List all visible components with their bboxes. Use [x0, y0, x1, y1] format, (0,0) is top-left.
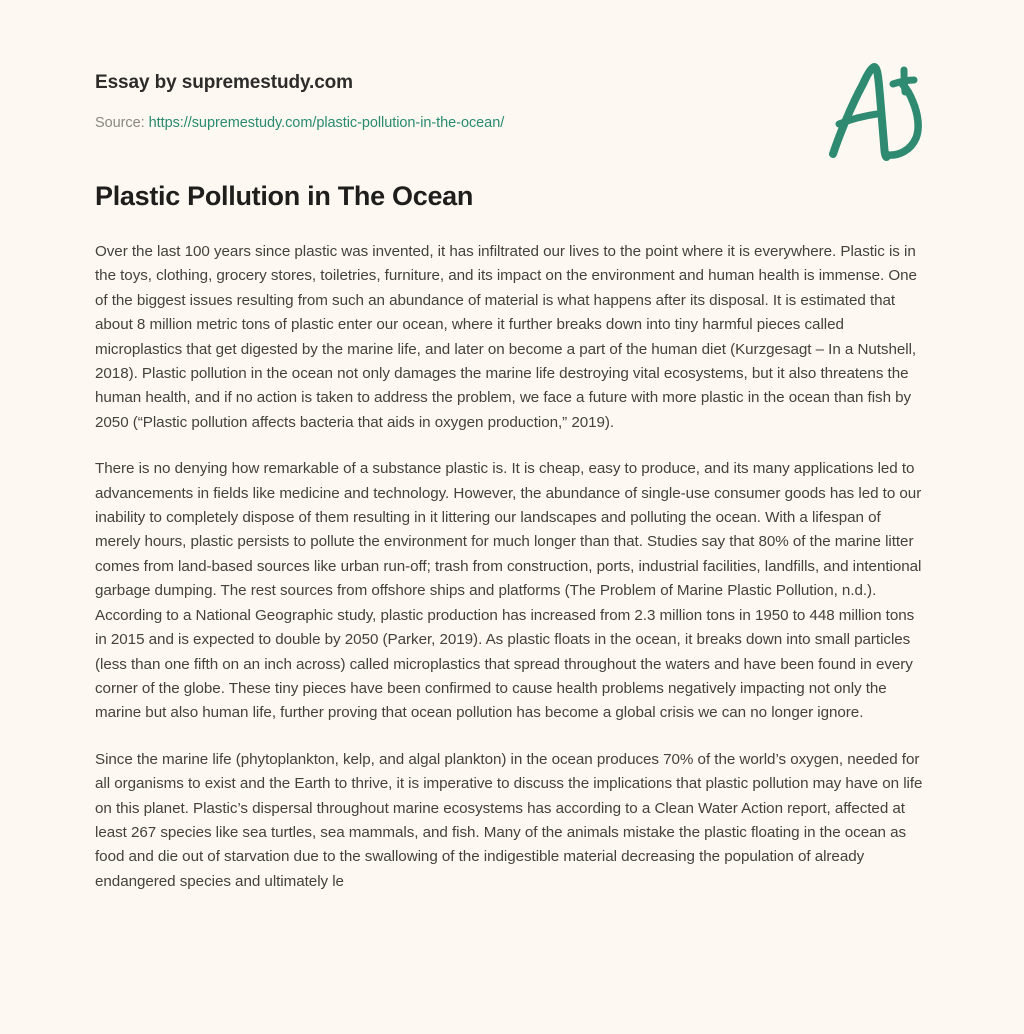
paragraph: There is no denying how remarkable of a substance plastic is. It is cheap, easy to produce, and its many applications led to advancements in fields like medicine and technology. However, the abundance of single-use consumer goods has led to our inability to completely dispose of them resulting in it littering our landscapes and polluting the ocean. With a lifespan of merely hours, plastic persists to pollute the environment for much longer than that. Studies say that 80% of the marine litter comes from land-based sources like urban run-off; trash from construction, ports, industrial facilities, landfills, and intentional garbage dumping. The rest sources from offshore ships and platforms (The Problem of Marine Plastic Pollution, n.d.). According to a National Geographic study, plastic production has increased from 2.3 million tons in 1950 to 448 million tons in 2015 and is expected to double by 2050 (Parker, 2019). As plastic floats in the ocean, it breaks down into small particles (less than one fifth on an inch across) called microplastics that spread throughout the waters and have been found in every corner of the globe. These tiny pieces have been confirmed to cause health problems negatively impacting not only the marine but also human life, further proving that ocean pollution has become a global crisis we can no longer ignore. — [95, 460, 922, 722]
paragraph: Over the last 100 years since plastic was invented, it has infiltrated our lives to the point where it is everywhere. Plastic is in the toys, clothing, grocery stores, toiletries, furniture, and its impact on the environment and human health is immense. One of the biggest issues resulting from such an abundance of material is what happens after its disposal. It is estimated that about 8 million metric tons of plastic enter our ocean, where it further breaks down into tiny harmful pieces called microplastics that get digested by the marine life, and later on become a part of the human diet (Kurzgesagt – In a Nutshell, 2018). Plastic pollution in the ocean not only damages the marine life destroying vital ecosystems, but it also threatens the human health, and if no action is taken to address the problem, we face a future with more plastic in the ocean than fish by 2050 (“Plastic pollution affects bacteria that aids in oxygen production,” 2019). — [95, 243, 917, 431]
page-title: Plastic Pollution in The Ocean — [95, 181, 474, 211]
source-line — [95, 115, 929, 132]
page-header — [95, 0, 929, 131]
essay-body — [95, 212, 929, 894]
source-label: Source: — [95, 115, 145, 131]
source-url-link[interactable]: https://supremestudy.com/plastic-pollution-in-the-ocean/ — [148, 115, 505, 131]
a-plus-logo-icon — [819, 58, 939, 166]
paragraph: Since the marine life (phytoplankton, kelp, and algal plankton) in the ocean produces 70% of the world’s oxygen, needed for all organisms to exist and the Earth to thrive, it is imperative to discuss the implications that plastic pollution may have on life on this planet. Plastic’s dispersal throughout marine ecosystems has according to a Clean Water Action report, affected at least 267 species like sea turtles, sea mammals, and fish. Many of the animals mistake the plastic floating in the ocean as food and die out of starvation due to the swallowing of the indigestible material decreasing the population of already endangered species and ultimately le — [95, 750, 923, 890]
essay-byline: Essay by supremestudy.com — [95, 72, 353, 93]
